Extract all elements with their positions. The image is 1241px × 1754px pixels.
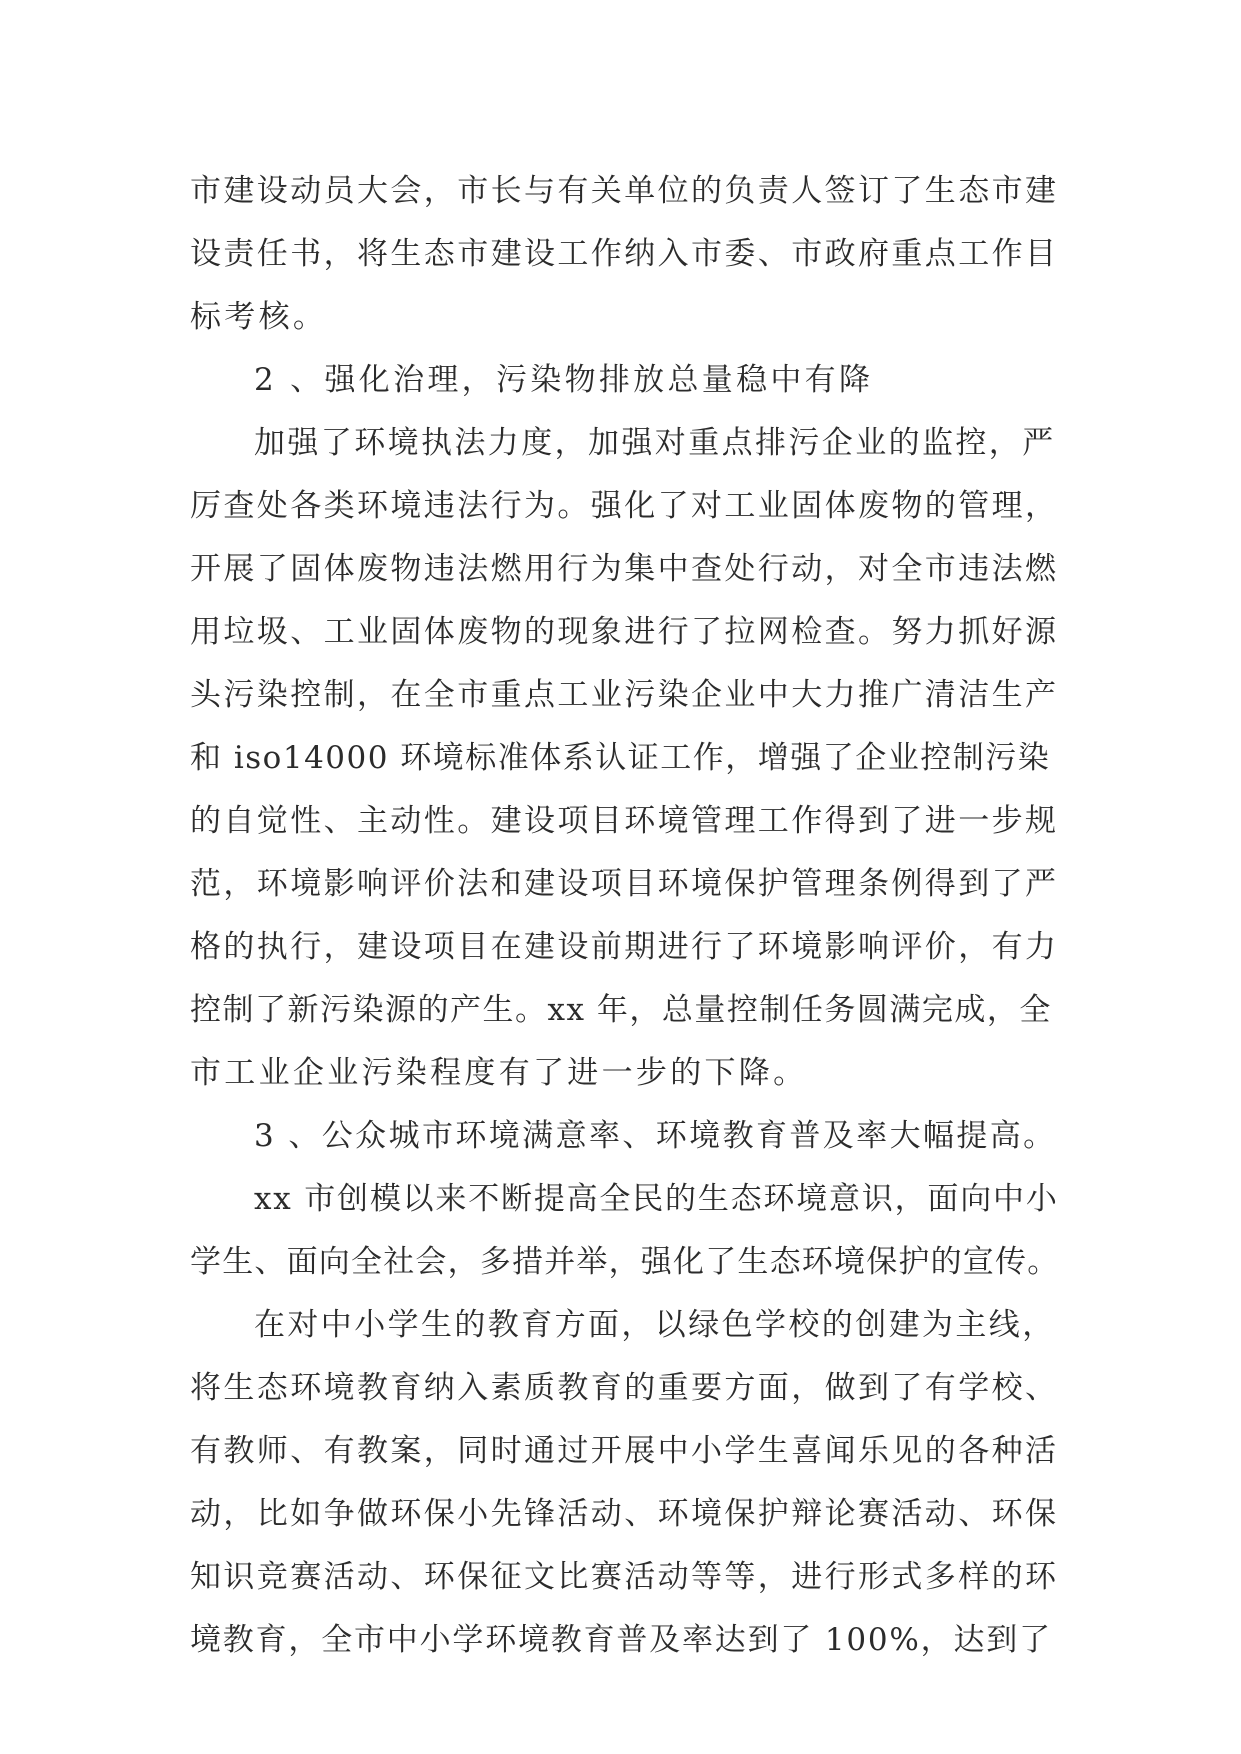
text-line: 控制了新污染源的产生。xx 年，总量控制任务圆满完成，全 (190, 992, 1052, 1028)
text-line: 头污染控制，在全市重点工业污染企业中大力推广清洁生产 (190, 677, 1059, 713)
text-line: 厉查处各类环境违法行为。强化了对工业固体废物的管理， (190, 488, 1059, 524)
text-line: 的自觉性、主动性。建设项目环境管理工作得到了进一步规 (190, 803, 1059, 839)
text-line: 将生态环境教育纳入素质教育的重要方面，做到了有学校、 (190, 1370, 1059, 1406)
text-line: 加强了环境执法力度，加强对重点排污企业的监控，严 (254, 425, 1056, 461)
text-line: xx 市创模以来不断提高全民的生态环境意识，面向中小 (254, 1181, 1059, 1217)
text-line: 知识竞赛活动、环保征文比赛活动等等，进行形式多样的环 (190, 1559, 1059, 1595)
text-line: 在对中小学生的教育方面，以绿色学校的创建为主线， (254, 1307, 1056, 1343)
text-line: 设责任书，将生态市建设工作纳入市委、市政府重点工作目 (190, 236, 1059, 272)
text-line: 动，比如争做环保小先锋活动、环境保护辩论赛活动、环保 (190, 1496, 1059, 1532)
text-line: 用垃圾、工业固体废物的现象进行了拉网检查。努力抓好源 (190, 614, 1059, 650)
text-line: 标考核。 (190, 299, 328, 335)
text-line: 开展了固体废物违法燃用行为集中查处行动，对全市违法燃 (190, 551, 1059, 587)
text-line: 境教育，全市中小学环境教育普及率达到了 100%，达到了 (190, 1622, 1052, 1658)
text-line: 范，环境影响评价法和建设项目环境保护管理条例得到了严 (190, 866, 1059, 902)
text-line: 学生、面向全社会，多措并举，强化了生态环境保护的宣传。 (190, 1244, 1060, 1280)
text-line: 和 iso14000 环境标准体系认证工作，增强了企业控制污染 (190, 740, 1051, 776)
text-line: 市建设动员大会，市长与有关单位的负责人签订了生态市建 (190, 173, 1059, 209)
text-line: 市工业企业污染程度有了进一步的下降。 (190, 1055, 808, 1091)
text-line: 3 、公众城市环境满意率、环境教育普及率大幅提高。 (254, 1118, 1057, 1154)
text-line: 有教师、有教案，同时通过开展中小学生喜闻乐见的各种活 (190, 1433, 1059, 1469)
text-line: 2 、强化治理，污染物排放总量稳中有降 (254, 362, 874, 398)
document-body (190, 160, 1058, 1672)
text-line: 格的执行，建设项目在建设前期进行了环境影响评价，有力 (190, 929, 1059, 965)
